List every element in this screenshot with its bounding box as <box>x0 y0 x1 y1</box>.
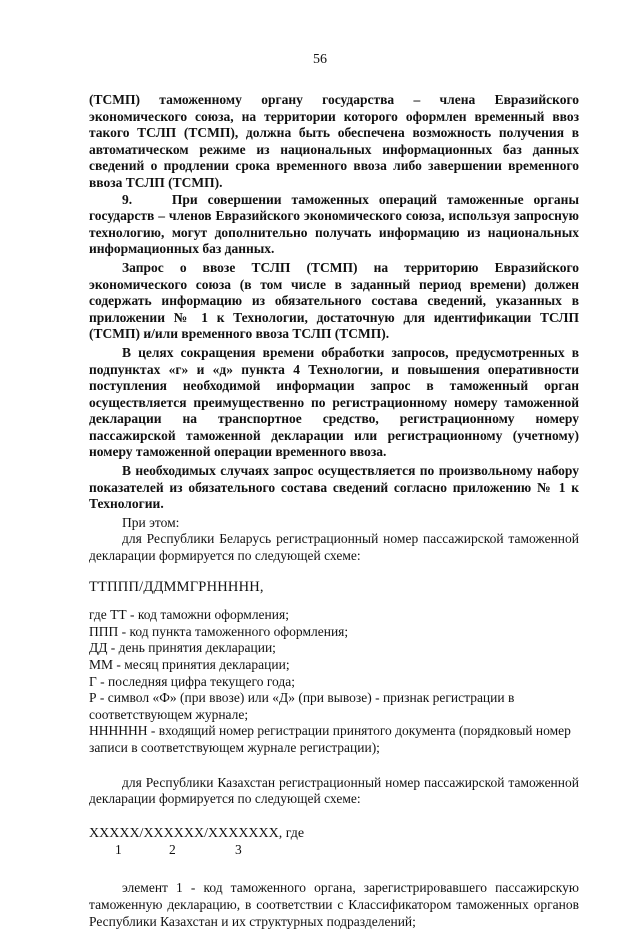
belarus-intro: для Республики Беларусь регистрационный номер пассажирской таможенной декларации формируется по следующей схеме: <box>89 531 579 564</box>
paragraph-continuation: (ТСМП) таможенному органу государства – члена Евразийского экономического союза, на территории которого оформлен временный ввоз такого ТСЛП (ТСМП), должна быть обеспечена возможность получения в автоматическом режиме из национальных информационных баз данных сведений о продлении срока временного ввоза либо завершении временного ввоза ТСЛП (ТСМП). <box>89 92 579 190</box>
paragraph-request: Запрос о ввозе ТСЛП (ТСМП) на территорию Евразийского экономического союза (в том числе в заданный период времени) должен содержать информацию из обязательного состава сведений, указанных в приложении № 1 к Технологии, достаточную для идентификации ТСЛП (ТСМП) и/или временного ввоза ТСЛП (ТСМП). <box>89 259 579 342</box>
definition-item: Р - символ «Ф» (при ввозе) или «Д» (при вывозе) - признак регистрации в соответствующем журнале; <box>89 690 515 722</box>
paragraph-item-9: 9. При совершении таможенных операций таможенные органы государств – членов Евразийского экономического союза, используя запросную технологию, могут дополнительно получать информацию из национальных информационных баз данных. <box>89 191 583 257</box>
element-number: 2 <box>169 842 176 858</box>
definition-item: Г - последняя цифра текущего года; <box>89 673 296 689</box>
document-body <box>89 92 583 930</box>
paragraph-processing: В целях сокращения времени обработки запросов, предусмотренных в подпунктах «г» и «д» пункта 4 Технологии, и повышения оперативности поступления необходимой информации запрос в таможенный орган осуществляется преимущественно по регистрационному номеру таможенной декларации на транспортное средство, регистрационному номеру пассажирской таможенной декларации или регистрационному (учетному) номеру таможенной операции временного ввоза. <box>89 344 579 460</box>
kazakhstan-intro: для Республики Казахстан регистрационный номер пассажирской таможенной декларации формируется по следующей схеме: <box>89 774 579 807</box>
kazakhstan-element-1: элемент 1 - код таможенного органа, зарегистрировавшего пассажирскую таможенную декларацию, в соответствии с Классификатором таможенных органов Республики Казахстан и их структурных подразделений; <box>89 880 579 929</box>
definition-item: ММ - месяц принятия декларации; <box>89 657 290 672</box>
definition-item: ДД - день принятия декларации; <box>89 640 276 656</box>
definition-item: НННННН - входящий номер регистрации принятого документа (порядковый номер записи в соответствующем журнале регистрации); <box>89 723 571 755</box>
paragraph-note: При этом: <box>122 514 180 530</box>
paragraph-arbitrary-set: В необходимых случаях запрос осуществляется по произвольному набору показателей из обязательного состава сведений согласно приложению № 1 к Технологии. <box>89 463 579 512</box>
element-number: 3 <box>235 842 242 858</box>
definition-item: где ТТ - код таможни оформления; <box>89 607 289 623</box>
element-number: 1 <box>115 842 122 858</box>
belarus-definitions <box>89 607 579 756</box>
belarus-scheme: ТТППП/ДДММГРННННН, <box>89 578 264 595</box>
kazakhstan-scheme: ХХХХХ/ХХХХХХ/ХХХХХХХ, где <box>89 825 305 841</box>
page-number: 56 <box>313 52 327 67</box>
scheme-element-numbers <box>89 842 579 860</box>
definition-item: ППП - код пункта таможенного оформления; <box>89 623 349 639</box>
